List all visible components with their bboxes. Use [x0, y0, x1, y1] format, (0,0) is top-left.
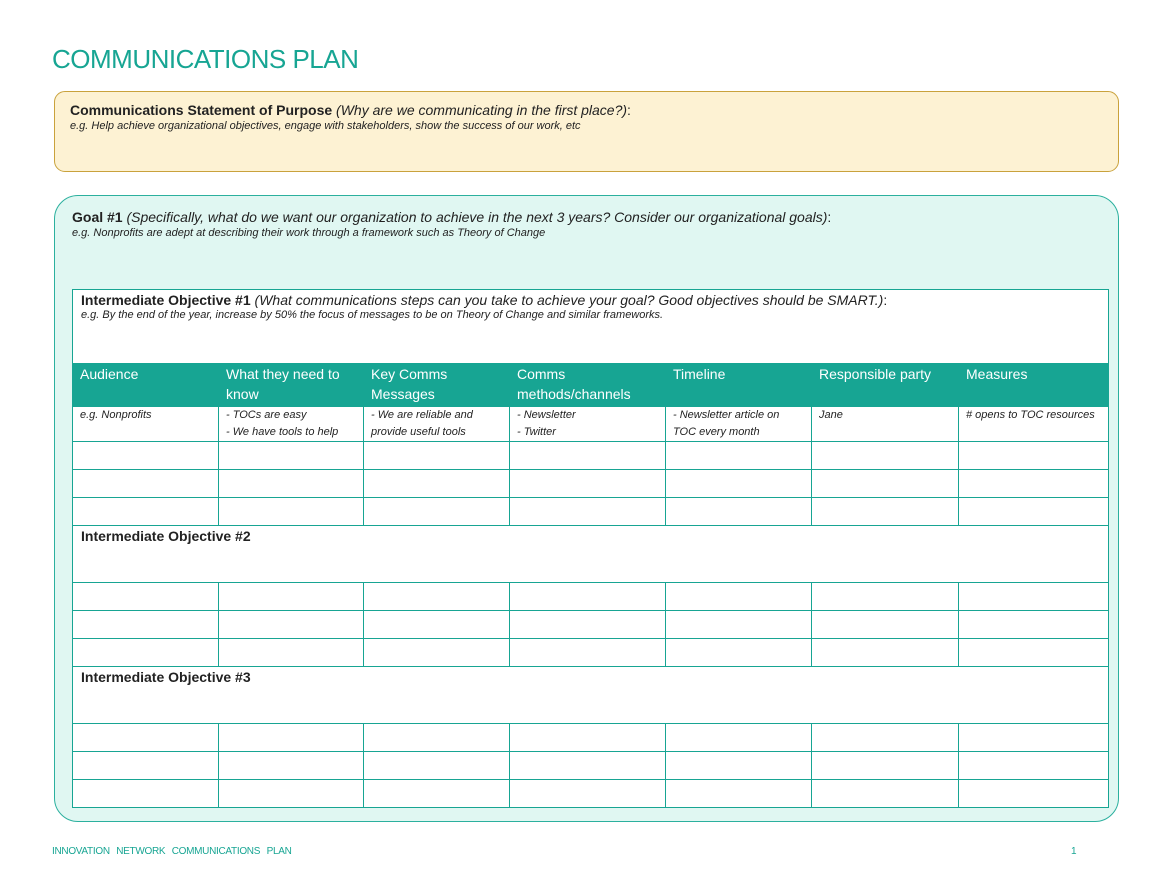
- objective1-row: [73, 290, 1109, 364]
- table-cell[interactable]: [812, 583, 959, 611]
- table-cell[interactable]: [812, 442, 959, 470]
- objectives-table: [72, 289, 1109, 808]
- table-cell[interactable]: [73, 724, 219, 752]
- table-cell[interactable]: [510, 639, 666, 667]
- table-cell[interactable]: [73, 639, 219, 667]
- table-row: [73, 724, 1109, 752]
- table-cell[interactable]: [219, 724, 364, 752]
- table-cell[interactable]: [364, 470, 510, 498]
- objective2-row: [73, 526, 1109, 583]
- table-cell[interactable]: [510, 442, 666, 470]
- goal-text: [72, 209, 831, 239]
- goal-question: (Specifically, what do we want our organization to achieve in the next 3 years? Consider our organizational goals): [126, 209, 828, 225]
- table-cell[interactable]: [364, 639, 510, 667]
- table-cell[interactable]: [666, 442, 812, 470]
- table-row: [73, 470, 1109, 498]
- table-cell[interactable]: [510, 470, 666, 498]
- table-cell[interactable]: [219, 752, 364, 780]
- table-cell[interactable]: [812, 752, 959, 780]
- table-cell[interactable]: [812, 498, 959, 526]
- table-cell[interactable]: [666, 498, 812, 526]
- example-cell[interactable]: # opens to TOC resources: [959, 407, 1109, 442]
- objective3-row: [73, 667, 1109, 724]
- column-header: Timeline: [666, 364, 812, 407]
- column-header: Responsible party: [812, 364, 959, 407]
- objective1-heading: [81, 292, 1100, 308]
- table-cell[interactable]: [666, 639, 812, 667]
- table-cell[interactable]: [959, 498, 1109, 526]
- table-cell[interactable]: [959, 611, 1109, 639]
- example-cell[interactable]: - TOCs are easy - We have tools to help: [219, 407, 364, 442]
- table-cell[interactable]: [666, 780, 812, 808]
- table-row: [73, 442, 1109, 470]
- table-cell[interactable]: [959, 724, 1109, 752]
- table-cell[interactable]: [812, 470, 959, 498]
- table-cell[interactable]: [73, 470, 219, 498]
- table-cell[interactable]: [219, 470, 364, 498]
- objective3-label: Intermediate Objective #3: [81, 669, 251, 685]
- goal-label: Goal #1: [72, 209, 123, 225]
- table-cell[interactable]: [219, 639, 364, 667]
- column-header: Audience: [73, 364, 219, 407]
- table-cell[interactable]: [510, 583, 666, 611]
- table-cell[interactable]: [219, 442, 364, 470]
- objective1-question: (What communications steps can you take to achieve your goal? Good objectives should be SMART.): [254, 292, 884, 308]
- objectives-table-body: [73, 290, 1109, 808]
- table-cell[interactable]: [73, 583, 219, 611]
- table-cell[interactable]: [959, 752, 1109, 780]
- table-cell[interactable]: [812, 611, 959, 639]
- table-cell[interactable]: [364, 583, 510, 611]
- table-cell[interactable]: [959, 470, 1109, 498]
- table-cell[interactable]: [666, 583, 812, 611]
- objective2-heading: [81, 528, 1100, 544]
- objective2-cell: [73, 526, 1109, 583]
- footer-title: INNOVATION NETWORK COMMUNICATIONS PLAN: [52, 846, 292, 857]
- column-header: Key Comms Messages: [364, 364, 510, 407]
- goal-colon: :: [827, 209, 832, 225]
- purpose-box: [54, 91, 1119, 172]
- table-cell[interactable]: [364, 498, 510, 526]
- example-cell[interactable]: - We are reliable and provide useful tools: [364, 407, 510, 442]
- table-row: [73, 611, 1109, 639]
- goal-example: e.g. Nonprofits are adept at describing their work through a framework such as Theory of Change: [72, 227, 546, 239]
- table-cell[interactable]: [364, 611, 510, 639]
- table-cell[interactable]: [959, 583, 1109, 611]
- example-cell[interactable]: - Newsletter article on TOC every month: [666, 407, 812, 442]
- column-header: What they need to know: [219, 364, 364, 407]
- objective3-cell: [73, 667, 1109, 724]
- table-cell[interactable]: [959, 442, 1109, 470]
- table-cell[interactable]: [364, 724, 510, 752]
- column-header: Comms methods/channels: [510, 364, 666, 407]
- objective3-heading: [81, 669, 1100, 685]
- table-cell[interactable]: [73, 780, 219, 808]
- table-cell[interactable]: [364, 442, 510, 470]
- objective1-colon: :: [883, 292, 888, 308]
- table-cell[interactable]: [666, 470, 812, 498]
- table-cell[interactable]: [959, 780, 1109, 808]
- table-cell[interactable]: [219, 583, 364, 611]
- table-cell[interactable]: [219, 498, 364, 526]
- table-row: [73, 583, 1109, 611]
- goal-heading: [72, 209, 831, 225]
- column-header: Measures: [959, 364, 1109, 407]
- example-cell[interactable]: - Newsletter - Twitter: [510, 407, 666, 442]
- table-cell[interactable]: [666, 752, 812, 780]
- table-cell[interactable]: [219, 780, 364, 808]
- table-row: [73, 639, 1109, 667]
- purpose-label: Communications Statement of Purpose: [70, 102, 333, 118]
- purpose-heading: [70, 102, 1103, 118]
- column-header-row: [73, 364, 1109, 407]
- purpose-colon: :: [627, 102, 631, 118]
- table-cell[interactable]: [510, 498, 666, 526]
- table-cell[interactable]: [510, 780, 666, 808]
- table-cell[interactable]: [812, 780, 959, 808]
- table-cell[interactable]: [510, 752, 666, 780]
- table-row: [73, 752, 1109, 780]
- table-cell[interactable]: [364, 780, 510, 808]
- table-cell[interactable]: [666, 724, 812, 752]
- example-cell[interactable]: e.g. Nonprofits: [73, 407, 219, 442]
- table-cell[interactable]: [73, 498, 219, 526]
- example-row: [73, 407, 1109, 442]
- table-cell[interactable]: [364, 752, 510, 780]
- table-cell[interactable]: [666, 611, 812, 639]
- table-cell[interactable]: [73, 442, 219, 470]
- table-cell[interactable]: [959, 639, 1109, 667]
- table-cell[interactable]: [812, 724, 959, 752]
- table-cell[interactable]: [73, 752, 219, 780]
- objective1-example: e.g. By the end of the year, increase by 50% the focus of messages to be on Theory of Change and similar frameworks.: [81, 309, 664, 321]
- purpose-example: e.g. Help achieve organizational objectives, engage with stakeholders, show the success of our work, etc: [70, 120, 581, 132]
- objective1-label: Intermediate Objective #1: [81, 292, 251, 308]
- objective2-label: Intermediate Objective #2: [81, 528, 251, 544]
- page-title: COMMUNICATIONS PLAN: [52, 44, 359, 74]
- example-cell[interactable]: Jane: [812, 407, 959, 442]
- table-cell[interactable]: [812, 639, 959, 667]
- objective1-cell: [73, 290, 1109, 364]
- table-cell[interactable]: [219, 611, 364, 639]
- table-row: [73, 498, 1109, 526]
- table-row: [73, 780, 1109, 808]
- page-number: 1: [1071, 846, 1077, 857]
- table-cell[interactable]: [510, 724, 666, 752]
- table-cell[interactable]: [73, 611, 219, 639]
- purpose-question: (Why are we communicating in the first place?): [336, 102, 628, 118]
- table-cell[interactable]: [510, 611, 666, 639]
